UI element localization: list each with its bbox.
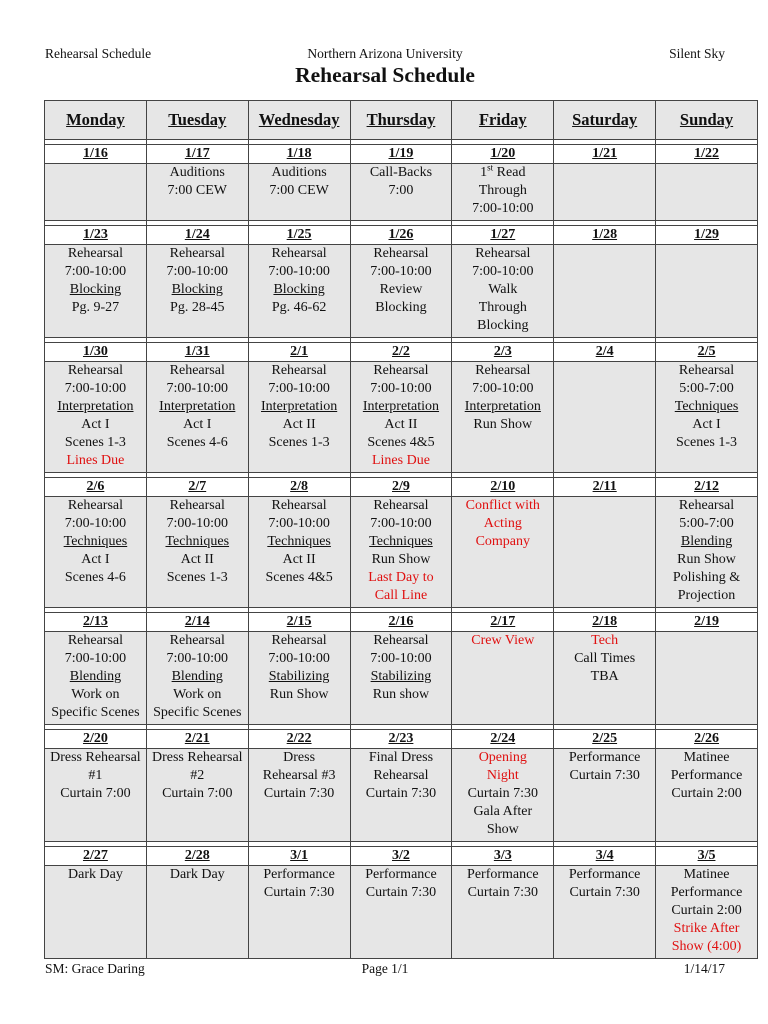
schedule-cell xyxy=(248,749,350,842)
schedule-line: Run Show xyxy=(269,687,329,702)
schedule-cell xyxy=(45,497,147,608)
schedule-row xyxy=(45,632,758,725)
schedule-line: Dark Day xyxy=(169,867,225,882)
schedule-line: Performance xyxy=(263,867,335,882)
date-cell: 2/17 xyxy=(452,613,554,632)
schedule-cell xyxy=(45,866,147,959)
schedule-cell xyxy=(554,749,656,842)
date-cell: 3/4 xyxy=(554,847,656,866)
schedule-line: 7:00-10:00 xyxy=(268,651,330,666)
schedule-line: 7:00-10:00 xyxy=(370,264,432,279)
date-cell: 2/12 xyxy=(656,478,758,497)
schedule-line: Specific Scenes xyxy=(51,705,140,720)
day-header-row xyxy=(45,101,758,140)
schedule-line: Rehearsal xyxy=(67,246,124,261)
date-cell: 2/8 xyxy=(248,478,350,497)
schedule-line: Curtain 7:30 xyxy=(263,885,335,900)
schedule-cell xyxy=(248,362,350,473)
schedule-cell xyxy=(452,866,554,959)
schedule-note: Night xyxy=(486,768,519,783)
schedule-line: Rehearsal xyxy=(169,633,225,648)
page-header xyxy=(45,46,725,64)
date-cell: 1/29 xyxy=(656,226,758,245)
schedule-note: Call Line xyxy=(374,588,428,603)
schedule-line: Rehearsal xyxy=(271,498,327,513)
schedule-line: Act II xyxy=(282,417,316,432)
schedule-note: Lines Due xyxy=(66,453,125,468)
schedule-line: Rehearsal xyxy=(475,246,531,261)
date-cell: 2/1 xyxy=(248,343,350,362)
schedule-line: Rehearsal xyxy=(271,633,327,648)
schedule-line: Through xyxy=(478,300,527,315)
schedule-line: Review xyxy=(379,282,423,297)
date-cell: 1/25 xyxy=(248,226,350,245)
schedule-line: Performance xyxy=(467,867,539,882)
footer-date: 1/14/17 xyxy=(683,961,725,976)
schedule-line: 7:00-10:00 xyxy=(166,516,228,531)
schedule-row xyxy=(45,362,758,473)
schedule-note: Show (4:00) xyxy=(671,939,742,954)
date-cell: 2/6 xyxy=(45,478,147,497)
date-row xyxy=(45,730,758,749)
schedule-line: Curtain 7:30 xyxy=(467,786,538,801)
day-header-sunday: Sunday xyxy=(656,101,758,140)
schedule-line: Curtain 7:00 xyxy=(60,786,131,801)
footer-stage-manager: SM: Grace Daring xyxy=(45,961,145,976)
schedule-line: Run Show xyxy=(473,417,533,432)
schedule-cell xyxy=(452,749,554,842)
schedule-line: Rehearsal xyxy=(271,363,327,378)
schedule-line: 7:00-10:00 xyxy=(472,201,534,216)
date-row xyxy=(45,226,758,245)
date-cell: 1/27 xyxy=(452,226,554,245)
date-cell: 1/30 xyxy=(45,343,147,362)
schedule-line: Curtain 7:30 xyxy=(467,885,538,900)
schedule-line: Act I xyxy=(183,417,212,432)
schedule-line: #2 xyxy=(190,768,205,783)
date-cell: 2/5 xyxy=(656,343,758,362)
date-cell: 1/23 xyxy=(45,226,147,245)
schedule-cell xyxy=(45,632,147,725)
schedule-line: Blocking xyxy=(477,318,529,333)
date-row xyxy=(45,847,758,866)
schedule-line: Scenes 1-3 xyxy=(64,435,126,450)
schedule-line: Act I xyxy=(81,552,110,567)
schedule-line: Curtain 7:00 xyxy=(162,786,233,801)
date-cell: 1/17 xyxy=(146,145,248,164)
schedule-cell xyxy=(554,245,656,338)
schedule-line: Rehearsal xyxy=(67,633,124,648)
date-cell: 2/24 xyxy=(452,730,554,749)
schedule-line: Blocking xyxy=(69,282,122,297)
date-cell: 2/26 xyxy=(656,730,758,749)
schedule-line: Call-Backs xyxy=(369,165,433,180)
schedule-line: Matinee xyxy=(683,867,730,882)
schedule-line: Pg. 46-62 xyxy=(271,300,327,315)
schedule-cell xyxy=(146,866,248,959)
schedule-line: Rehearsal xyxy=(373,633,429,648)
schedule-line: 7:00-10:00 xyxy=(64,381,127,396)
date-cell: 2/9 xyxy=(350,478,452,497)
schedule-cell xyxy=(656,362,758,473)
schedule-cell xyxy=(554,866,656,959)
schedule-cell xyxy=(554,362,656,473)
schedule-line: Act II xyxy=(180,552,214,567)
schedule-cell xyxy=(146,245,248,338)
schedule-row xyxy=(45,497,758,608)
schedule-line: Blending xyxy=(171,669,223,684)
schedule-line: Rehearsal xyxy=(373,498,429,513)
date-cell: 1/21 xyxy=(554,145,656,164)
schedule-line: Rehearsal xyxy=(67,363,124,378)
schedule-line: Call Times xyxy=(574,651,636,666)
schedule-cell xyxy=(656,749,758,842)
day-header-monday: Monday xyxy=(45,101,147,140)
schedule-cell xyxy=(452,164,554,221)
schedule-line: Interpretation xyxy=(57,399,134,414)
schedule-cell xyxy=(350,866,452,959)
schedule-note: Last Day to xyxy=(368,570,434,585)
schedule-line: Rehearsal xyxy=(678,363,735,378)
schedule-line: 7:00-10:00 xyxy=(370,381,432,396)
schedule-line: Scenes 1-3 xyxy=(676,435,738,450)
schedule-cell xyxy=(45,362,147,473)
schedule-cell xyxy=(146,362,248,473)
schedule-line: Rehearsal xyxy=(271,246,327,261)
schedule-line: Interpretation xyxy=(261,399,338,414)
schedule-line: Techniques xyxy=(369,534,433,549)
schedule-line: Walk xyxy=(488,282,518,297)
schedule-line: Curtain 2:00 xyxy=(671,786,742,801)
schedule-line: 7:00-10:00 xyxy=(472,381,534,396)
date-cell: 2/4 xyxy=(554,343,656,362)
schedule-line: Techniques xyxy=(63,534,128,549)
schedule-line: Projection xyxy=(677,588,736,603)
schedule-line: Interpretation xyxy=(362,399,440,414)
schedule-line: Techniques xyxy=(165,534,230,549)
page-footer xyxy=(45,961,725,979)
schedule-cell xyxy=(350,245,452,338)
schedule-cell xyxy=(554,164,656,221)
schedule-line: Act II xyxy=(384,417,418,432)
schedule-line: Scenes 1-3 xyxy=(268,435,330,450)
date-cell: 3/1 xyxy=(248,847,350,866)
schedule-line: Act I xyxy=(692,417,721,432)
schedule-cell xyxy=(452,497,554,608)
date-cell: 1/28 xyxy=(554,226,656,245)
date-cell: 2/23 xyxy=(350,730,452,749)
schedule-line: Techniques xyxy=(267,534,331,549)
date-cell: 2/11 xyxy=(554,478,656,497)
ordinal-suffix: st xyxy=(487,162,494,173)
date-cell: 2/19 xyxy=(656,613,758,632)
schedule-line: Blending xyxy=(680,534,733,549)
schedule-line: Performance xyxy=(670,885,743,900)
schedule-line: Dress xyxy=(283,750,316,765)
schedule-cell xyxy=(45,245,147,338)
schedule-line: Performance xyxy=(568,750,641,765)
header-center-text: Northern Arizona University xyxy=(307,46,463,61)
schedule-line: Blocking xyxy=(375,300,427,315)
schedule-table xyxy=(44,100,758,959)
schedule-line: Run Show xyxy=(371,552,431,567)
schedule-line: Scenes 4&5 xyxy=(265,570,333,585)
schedule-note: Crew View xyxy=(471,633,535,648)
schedule-line: 7:00-10:00 xyxy=(64,651,127,666)
date-cell: 2/7 xyxy=(146,478,248,497)
schedule-line: Performance xyxy=(670,768,743,783)
date-cell: 1/31 xyxy=(146,343,248,362)
schedule-cell xyxy=(656,866,758,959)
date-cell: 1/20 xyxy=(452,145,554,164)
schedule-line: Matinee xyxy=(683,750,730,765)
page-title: Rehearsal Schedule xyxy=(295,63,475,87)
schedule-line: Rehearsal xyxy=(475,363,531,378)
schedule-line: Rehearsal #3 xyxy=(262,768,336,783)
schedule-line: Rehearsal xyxy=(169,498,225,513)
schedule-note: Strike After xyxy=(673,921,740,936)
schedule-note: Opening xyxy=(478,750,527,765)
schedule-line: Curtain 7:30 xyxy=(365,885,437,900)
schedule-row xyxy=(45,245,758,338)
schedule-note: Acting xyxy=(483,516,522,531)
date-cell: 2/2 xyxy=(350,343,452,362)
schedule-line: Interpretation xyxy=(464,399,541,414)
date-cell: 2/21 xyxy=(146,730,248,749)
schedule-cell xyxy=(656,632,758,725)
schedule-line: 7:00-10:00 xyxy=(268,516,330,531)
schedule-line: Dark Day xyxy=(68,867,123,882)
date-cell: 1/19 xyxy=(350,145,452,164)
schedule-cell xyxy=(248,632,350,725)
schedule-line: 7:00-10:00 xyxy=(268,264,330,279)
schedule-line: Act II xyxy=(282,552,316,567)
schedule-row xyxy=(45,749,758,842)
schedule-cell xyxy=(248,164,350,221)
schedule-line: Scenes 4-6 xyxy=(64,570,126,585)
schedule-line: Through xyxy=(478,183,527,198)
schedule-line: 7:00-10:00 xyxy=(64,516,127,531)
schedule-line: Curtain 7:30 xyxy=(365,786,437,801)
schedule-line: 7:00-10:00 xyxy=(166,264,228,279)
schedule-line: Curtain 7:30 xyxy=(569,885,640,900)
date-cell: 1/18 xyxy=(248,145,350,164)
day-header-friday: Friday xyxy=(452,101,554,140)
date-cell: 1/16 xyxy=(45,145,147,164)
schedule-line: Auditions xyxy=(169,165,225,180)
schedule-cell xyxy=(248,245,350,338)
schedule-cell xyxy=(248,866,350,959)
date-cell: 3/5 xyxy=(656,847,758,866)
date-cell: 1/26 xyxy=(350,226,452,245)
schedule-cell xyxy=(146,632,248,725)
schedule-line: Polishing & xyxy=(672,570,741,585)
schedule-line: Curtain 7:30 xyxy=(569,768,640,783)
schedule-line: Scenes 1-3 xyxy=(166,570,228,585)
date-row xyxy=(45,145,758,164)
schedule-cell xyxy=(452,245,554,338)
schedule-line: Rehearsal xyxy=(169,363,225,378)
date-cell: 3/2 xyxy=(350,847,452,866)
schedule-line: Performance xyxy=(568,867,641,882)
schedule-line: 7:00-10:00 xyxy=(64,264,127,279)
date-cell: 1/24 xyxy=(146,226,248,245)
schedule-cell xyxy=(146,749,248,842)
schedule-line: Specific Scenes xyxy=(153,705,242,720)
schedule-line: Rehearsal xyxy=(678,498,735,513)
schedule-line: Run show xyxy=(372,687,430,702)
schedule-row xyxy=(45,164,758,221)
schedule-line: Work on xyxy=(71,687,120,702)
schedule-line: 7:00 xyxy=(388,183,414,198)
schedule-line: Show xyxy=(486,822,519,837)
schedule-line: Act I xyxy=(81,417,110,432)
schedule-cell xyxy=(350,362,452,473)
schedule-cell xyxy=(554,632,656,725)
schedule-line: Dress Rehearsal xyxy=(50,750,141,765)
schedule-line: Gala After xyxy=(473,804,533,819)
date-cell: 2/16 xyxy=(350,613,452,632)
date-cell: 2/20 xyxy=(45,730,147,749)
schedule-cell xyxy=(45,164,147,221)
schedule-line xyxy=(453,164,552,182)
schedule-line: Final Dress xyxy=(368,750,434,765)
day-header-thursday: Thursday xyxy=(350,101,452,140)
schedule-line: Rehearsal xyxy=(169,246,225,261)
date-cell: 2/18 xyxy=(554,613,656,632)
schedule-line: 7:00 CEW xyxy=(269,183,329,198)
schedule-line: Pg. 28-45 xyxy=(170,300,225,315)
date-cell: 2/10 xyxy=(452,478,554,497)
day-header-saturday: Saturday xyxy=(554,101,656,140)
schedule-line: Work on xyxy=(173,687,222,702)
schedule-note: Lines Due xyxy=(371,453,430,468)
schedule-line: Rehearsal xyxy=(373,246,429,261)
schedule-line: Rehearsal xyxy=(67,498,124,513)
schedule-cell xyxy=(146,164,248,221)
schedule-cell xyxy=(656,497,758,608)
date-cell: 2/3 xyxy=(452,343,554,362)
date-row xyxy=(45,343,758,362)
header-right-text: Silent Sky xyxy=(669,46,725,61)
ordinal-after: Read xyxy=(493,165,526,180)
date-cell: 2/13 xyxy=(45,613,147,632)
footer-page-number: Page 1/1 xyxy=(361,961,409,976)
date-cell: 2/25 xyxy=(554,730,656,749)
schedule-line: 7:00-10:00 xyxy=(166,381,228,396)
schedule-line: #1 xyxy=(88,768,103,783)
schedule-cell xyxy=(146,497,248,608)
schedule-line: 5:00-7:00 xyxy=(679,381,734,396)
schedule-line: Rehearsal xyxy=(373,768,429,783)
schedule-cell xyxy=(350,164,452,221)
schedule-line: 7:00-10:00 xyxy=(166,651,228,666)
schedule-line: 7:00 CEW xyxy=(167,183,228,198)
schedule-line: Interpretation xyxy=(159,399,236,414)
schedule-cell xyxy=(350,749,452,842)
date-row xyxy=(45,613,758,632)
date-row xyxy=(45,478,758,497)
schedule-line: 7:00-10:00 xyxy=(268,381,330,396)
date-cell: 2/14 xyxy=(146,613,248,632)
schedule-line: Pg. 9-27 xyxy=(71,300,120,315)
schedule-cell xyxy=(45,749,147,842)
schedule-cell xyxy=(656,164,758,221)
schedule-line: Techniques xyxy=(674,399,739,414)
schedule-line: Stabilizing xyxy=(370,669,432,684)
schedule-cell xyxy=(452,362,554,473)
day-header-tuesday: Tuesday xyxy=(146,101,248,140)
date-cell: 2/27 xyxy=(45,847,147,866)
schedule-line: Scenes 4-6 xyxy=(166,435,228,450)
schedule-note: Conflict with xyxy=(465,498,540,513)
schedule-line: Performance xyxy=(365,867,437,882)
schedule-cell xyxy=(350,497,452,608)
schedule-note: Company xyxy=(475,534,531,549)
schedule-line: Curtain 2:00 xyxy=(671,903,742,918)
schedule-line: 5:00-7:00 xyxy=(679,516,734,531)
date-cell: 2/28 xyxy=(146,847,248,866)
schedule-line: Run Show xyxy=(677,552,736,567)
schedule-cell xyxy=(656,245,758,338)
schedule-line: Blocking xyxy=(273,282,325,297)
schedule-note: Tech xyxy=(591,633,619,648)
header-left-text: Rehearsal Schedule xyxy=(45,46,152,61)
date-cell: 2/15 xyxy=(248,613,350,632)
date-cell: 3/3 xyxy=(452,847,554,866)
schedule-line: Scenes 4&5 xyxy=(367,435,435,450)
schedule-cell xyxy=(248,497,350,608)
date-cell: 2/22 xyxy=(248,730,350,749)
schedule-row xyxy=(45,866,758,959)
schedule-line: Stabilizing xyxy=(268,669,330,684)
schedule-line: Curtain 7:30 xyxy=(263,786,335,801)
schedule-cell xyxy=(350,632,452,725)
day-header-wednesday: Wednesday xyxy=(248,101,350,140)
ordinal-number: 1 xyxy=(480,165,488,180)
schedule-line: Blocking xyxy=(171,282,223,297)
schedule-line: Dress Rehearsal xyxy=(151,750,243,765)
schedule-line: Blending xyxy=(69,669,122,684)
date-cell: 1/22 xyxy=(656,145,758,164)
schedule-line: TBA xyxy=(590,669,619,684)
schedule-line: Auditions xyxy=(271,165,327,180)
schedule-line: 7:00-10:00 xyxy=(472,264,534,279)
schedule-cell xyxy=(554,497,656,608)
schedule-line: 7:00-10:00 xyxy=(370,516,432,531)
schedule-line: Rehearsal xyxy=(373,363,429,378)
schedule-line: 7:00-10:00 xyxy=(370,651,432,666)
schedule-cell xyxy=(452,632,554,725)
